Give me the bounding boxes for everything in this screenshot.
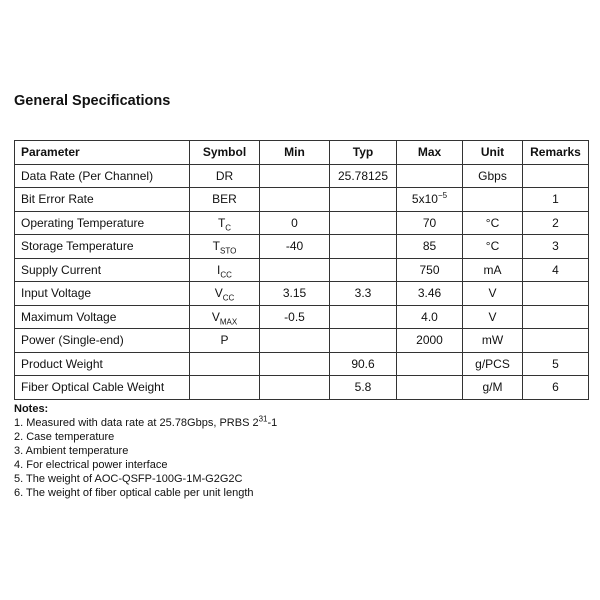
cell-symbol: [190, 282, 260, 306]
cell-typ: [330, 258, 397, 282]
note-text: 3. Ambient temperature: [14, 445, 129, 457]
table-row: [15, 188, 589, 212]
max-text: 750: [419, 262, 440, 277]
cell-min: [260, 352, 330, 376]
cell-remarks: 1: [523, 188, 589, 212]
cell-max: [397, 164, 463, 188]
cell-min: [260, 329, 330, 353]
cell-parameter: Bit Error Rate: [15, 188, 190, 212]
cell-typ: [330, 329, 397, 353]
table-row: [15, 282, 589, 306]
cell-unit: V: [463, 282, 523, 306]
cell-min: [260, 188, 330, 212]
cell-remarks: [523, 282, 589, 306]
cell-unit: V: [463, 305, 523, 329]
max-text: 4.0: [421, 309, 438, 324]
cell-unit: Gbps: [463, 164, 523, 188]
symbol-subscript: STO: [220, 246, 237, 256]
cell-parameter: Power (Single-end): [15, 329, 190, 353]
cell-max: [397, 376, 463, 400]
column-header-typ: Typ: [330, 141, 397, 165]
note-text: 6. The weight of fiber optical cable per unit length: [14, 487, 254, 499]
table-row: [15, 235, 589, 259]
table-row: [15, 329, 589, 353]
max-text: 2000: [416, 333, 443, 348]
cell-min: 0: [260, 211, 330, 235]
note-text: 1. Measured with data rate at 25.78Gbps, PRBS 2: [14, 417, 259, 429]
table-body: [15, 164, 589, 399]
column-header-max: Max: [397, 141, 463, 165]
cell-unit: °C: [463, 211, 523, 235]
symbol-text: T: [217, 215, 226, 230]
cell-remarks: [523, 164, 589, 188]
note-superscript: 31: [258, 414, 268, 424]
cell-max: [397, 188, 463, 212]
table-header-row: [15, 141, 589, 165]
notes-title: Notes:: [14, 403, 49, 415]
symbol-text: DR: [215, 168, 234, 183]
symbol-text: I: [217, 262, 221, 277]
symbol-text: T: [212, 239, 221, 254]
cell-unit: g/M: [463, 376, 523, 400]
cell-parameter: Operating Temperature: [15, 211, 190, 235]
max-text: 70: [422, 215, 437, 230]
cell-parameter: Fiber Optical Cable Weight: [15, 376, 190, 400]
symbol-subscript: MAX: [219, 317, 238, 327]
cell-typ: 90.6: [330, 352, 397, 376]
symbol-text: P: [220, 333, 229, 348]
symbol-subscript: CC: [222, 293, 235, 303]
cell-remarks: 3: [523, 235, 589, 259]
column-header-parameter: Parameter: [15, 141, 190, 165]
cell-min: [260, 376, 330, 400]
specifications-table: [14, 140, 589, 400]
cell-unit: [463, 188, 523, 212]
table-row: [15, 376, 589, 400]
cell-max: [397, 329, 463, 353]
cell-parameter: Maximum Voltage: [15, 305, 190, 329]
cell-parameter: Product Weight: [15, 352, 190, 376]
column-header-unit: Unit: [463, 141, 523, 165]
cell-min: 3.15: [260, 282, 330, 306]
cell-min: -0.5: [260, 305, 330, 329]
symbol-text: V: [211, 309, 220, 324]
cell-parameter: Data Rate (Per Channel): [15, 164, 190, 188]
cell-typ: 5.8: [330, 376, 397, 400]
cell-remarks: 6: [523, 376, 589, 400]
cell-parameter: Supply Current: [15, 258, 190, 282]
symbol-text: V: [214, 286, 223, 301]
cell-symbol: [190, 352, 260, 376]
cell-symbol: [190, 258, 260, 282]
cell-unit: g/PCS: [463, 352, 523, 376]
cell-unit: mA: [463, 258, 523, 282]
column-header-remarks: Remarks: [523, 141, 589, 165]
cell-symbol: [190, 376, 260, 400]
note-item: [14, 486, 277, 500]
cell-remarks: 5: [523, 352, 589, 376]
note-item: [14, 458, 277, 472]
table-row: [15, 305, 589, 329]
notes-list: [14, 416, 277, 500]
cell-max: [397, 305, 463, 329]
max-text: 5x10: [411, 192, 438, 207]
cell-max: [397, 211, 463, 235]
table-row: [15, 164, 589, 188]
note-item: [14, 416, 277, 430]
table-row: [15, 211, 589, 235]
cell-unit: °C: [463, 235, 523, 259]
cell-unit: mW: [463, 329, 523, 353]
notes-section: [14, 402, 277, 500]
cell-typ: [330, 305, 397, 329]
cell-symbol: [190, 235, 260, 259]
note-item: [14, 430, 277, 444]
note-item: [14, 472, 277, 486]
cell-typ: 25.78125: [330, 164, 397, 188]
cell-min: [260, 164, 330, 188]
cell-remarks: 4: [523, 258, 589, 282]
cell-remarks: [523, 305, 589, 329]
column-header-symbol: Symbol: [190, 141, 260, 165]
cell-max: [397, 235, 463, 259]
symbol-subscript: CC: [220, 270, 232, 280]
cell-min: [260, 258, 330, 282]
page-title: General Specifications: [14, 93, 171, 109]
note-text: 5. The weight of AOC-QSFP-100G-1M-G2G2C: [14, 473, 243, 485]
note-text: 2. Case temperature: [14, 431, 115, 443]
symbol-text: BER: [212, 192, 237, 207]
cell-typ: [330, 211, 397, 235]
cell-symbol: [190, 305, 260, 329]
cell-symbol: [190, 211, 260, 235]
cell-parameter: Input Voltage: [15, 282, 190, 306]
cell-typ: [330, 235, 397, 259]
cell-symbol: [190, 188, 260, 212]
cell-typ: 3.3: [330, 282, 397, 306]
cell-max: [397, 352, 463, 376]
cell-min: -40: [260, 235, 330, 259]
note-item: [14, 444, 277, 458]
cell-remarks: 2: [523, 211, 589, 235]
max-text: 85: [422, 239, 437, 254]
column-header-min: Min: [260, 141, 330, 165]
cell-max: [397, 282, 463, 306]
symbol-subscript: C: [225, 223, 232, 233]
cell-symbol: [190, 164, 260, 188]
table-row: [15, 352, 589, 376]
cell-remarks: [523, 329, 589, 353]
cell-symbol: [190, 329, 260, 353]
table-row: [15, 258, 589, 282]
cell-typ: [330, 188, 397, 212]
cell-max: [397, 258, 463, 282]
cell-parameter: Storage Temperature: [15, 235, 190, 259]
max-text: 3.46: [417, 286, 442, 301]
max-exponent: −5: [437, 191, 448, 201]
note-text: 4. For electrical power interface: [14, 459, 168, 471]
note-suffix: -1: [267, 417, 278, 429]
